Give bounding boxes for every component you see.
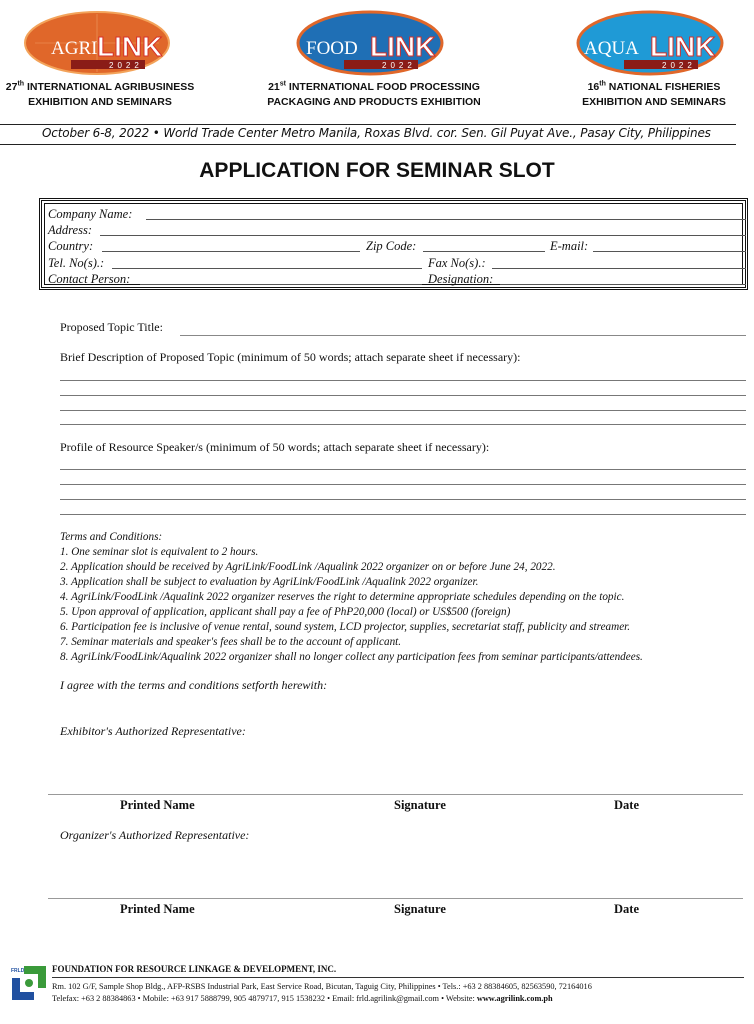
address-field[interactable] xyxy=(100,235,746,236)
food-processing-expo-title: 21st INTERNATIONAL FOOD PROCESSING PACKAGING AND PRODUCTS EXHIBITION xyxy=(267,80,481,108)
terms-and-conditions xyxy=(60,530,643,665)
terms-item: 2. Application should be received by AgriLink/FoodLink /Aqualink 2022 organizer on or before June 24, 2022. xyxy=(60,561,556,573)
organizer-rep-label: Organizer's Authorized Representative: xyxy=(60,828,250,842)
country-label: Country: xyxy=(48,239,94,253)
page-title: APPLICATION FOR SEMINAR SLOT xyxy=(199,159,555,182)
footer-website-link[interactable]: www.agrilink.com.ph xyxy=(476,994,553,1003)
speaker-profile-line[interactable] xyxy=(60,499,746,500)
designation-label: Designation: xyxy=(428,272,494,286)
speaker-profile-line[interactable] xyxy=(60,469,746,470)
organizer-signature-line[interactable] xyxy=(48,898,743,899)
aqualink-logo-graphic xyxy=(576,10,724,76)
terms-item: 7. Seminar materials and speaker's fees shall be to the account of applicant. xyxy=(60,636,402,648)
event-date-venue-bar xyxy=(0,124,736,145)
agrilink-logo-graphic xyxy=(23,10,171,76)
organizer-printed-name-heading: Printed Name xyxy=(120,902,195,916)
aqualink-year: 2022 xyxy=(662,61,696,70)
tel-label: Tel. No(s).: xyxy=(48,256,105,270)
aqualink-prefix: AQUA xyxy=(584,38,639,59)
terms-heading: Terms and Conditions: xyxy=(60,531,163,543)
footer-contact-block xyxy=(52,981,592,1005)
contact-person-field[interactable] xyxy=(140,284,422,285)
aqualink-logo xyxy=(576,10,724,76)
frld-logo-icon xyxy=(10,964,48,1002)
contact-person-label: Contact Person: xyxy=(48,272,131,286)
agrilink-year: 2022 xyxy=(109,61,143,70)
speaker-profile-line[interactable] xyxy=(60,484,746,485)
company-name-label: Company Name: xyxy=(48,207,133,221)
terms-item: 6. Participation fee is inclusive of venue rental, sound system, LCD projector, supplies, secretariat staff, publicity and streamer. xyxy=(60,621,631,633)
zip-code-field[interactable] xyxy=(423,251,545,252)
speaker-profile-line[interactable] xyxy=(60,514,746,515)
description-line[interactable] xyxy=(60,380,746,381)
foodlink-prefix: FOOD xyxy=(306,38,358,59)
foodlink-brand: LINK xyxy=(370,31,436,62)
fax-field[interactable] xyxy=(492,268,746,269)
exhibitor-signature-heading: Signature xyxy=(394,798,446,812)
topic-title-field[interactable] xyxy=(180,335,746,336)
terms-item: 4. AgriLink/FoodLink /Aqualink 2022 organizer reserves the right to determine appropriate schedules depending on the topic. xyxy=(60,591,625,603)
company-name-field[interactable] xyxy=(146,219,746,220)
topic-title-label: Proposed Topic Title: xyxy=(60,320,163,334)
agrilink-prefix: AGRI xyxy=(51,38,98,59)
address-label: Address: xyxy=(48,223,92,237)
agribusiness-expo-title: 27th INTERNATIONAL AGRIBUSINESS EXHIBITION AND SEMINARS xyxy=(5,80,195,108)
organizer-signature-heading: Signature xyxy=(394,902,446,916)
foodlink-year: 2022 xyxy=(382,61,416,70)
agrilink-logo xyxy=(23,10,171,76)
exhibitor-signature-line[interactable] xyxy=(48,794,743,795)
terms-item: 8. AgriLink/FoodLink/Aqualink 2022 organizer shall no longer collect any participation fees from seminar participants/attendees. xyxy=(60,651,643,663)
exhibitor-date-heading: Date xyxy=(614,798,639,812)
fisheries-expo-title: 16th NATIONAL FISHERIES EXHIBITION AND SEMINARS xyxy=(582,80,726,108)
terms-item: 3. Application shall be subject to evaluation by AgriLink/FoodLink /Aqualink 2022 organizer. xyxy=(60,576,479,588)
speaker-profile-label: Profile of Resource Speaker/s (minimum of 50 words; attach separate sheet if necessary): xyxy=(60,440,490,454)
country-field[interactable] xyxy=(102,251,360,252)
foodlink-logo-graphic xyxy=(296,10,444,76)
footer-divider xyxy=(52,977,744,978)
fax-label: Fax No(s).: xyxy=(428,256,486,270)
designation-field[interactable] xyxy=(500,284,746,285)
tel-field[interactable] xyxy=(112,268,422,269)
terms-item: 1. One seminar slot is equivalent to 2 hours. xyxy=(60,546,259,558)
organizer-date-heading: Date xyxy=(614,902,639,916)
footer-address: Rm. 102 G/F, Sample Shop Bldg., AFP-RSBS Industrial Park, East Service Road, Bicutan, Taguig City, Philippines • Tels.: +63 2 88384605, 82563590, 72164016 xyxy=(52,982,592,991)
exhibitor-rep-label: Exhibitor's Authorized Representative: xyxy=(60,724,246,738)
description-label: Brief Description of Proposed Topic (minimum of 50 words; attach separate sheet if necessary): xyxy=(60,350,521,364)
frld-logo xyxy=(10,964,48,1002)
frld-logo-text: FRLD xyxy=(11,968,25,974)
email-label: E-mail: xyxy=(550,239,589,253)
description-line[interactable] xyxy=(60,395,746,396)
email-field[interactable] xyxy=(593,251,746,252)
agrilink-brand: LINK xyxy=(97,31,163,62)
description-line[interactable] xyxy=(60,410,746,411)
zip-code-label: Zip Code: xyxy=(366,239,417,253)
description-line[interactable] xyxy=(60,424,746,425)
exhibitor-printed-name-heading: Printed Name xyxy=(120,798,195,812)
footer-org-name: FOUNDATION FOR RESOURCE LINKAGE & DEVELOPMENT, INC. xyxy=(52,964,337,974)
event-date-venue: October 6-8, 2022 • World Trade Center Metro Manila, Roxas Blvd. cor. Sen. Gil Puyat Ave., Pasay City, Philippines xyxy=(42,126,711,140)
agreement-statement: I agree with the terms and conditions setforth herewith: xyxy=(60,678,328,692)
aqualink-brand: LINK xyxy=(650,31,716,62)
terms-item: 5. Upon approval of application, applicant shall pay a fee of PhP20,000 (local) or US$500 (foreign) xyxy=(60,606,511,618)
footer-contacts: Telefax: +63 2 88384863 • Mobile: +63 917 5888799, 905 4879717, 915 1538232 • Email: frld.agrilink@gmail.com • Website: xyxy=(52,994,477,1003)
foodlink-logo xyxy=(296,10,444,76)
